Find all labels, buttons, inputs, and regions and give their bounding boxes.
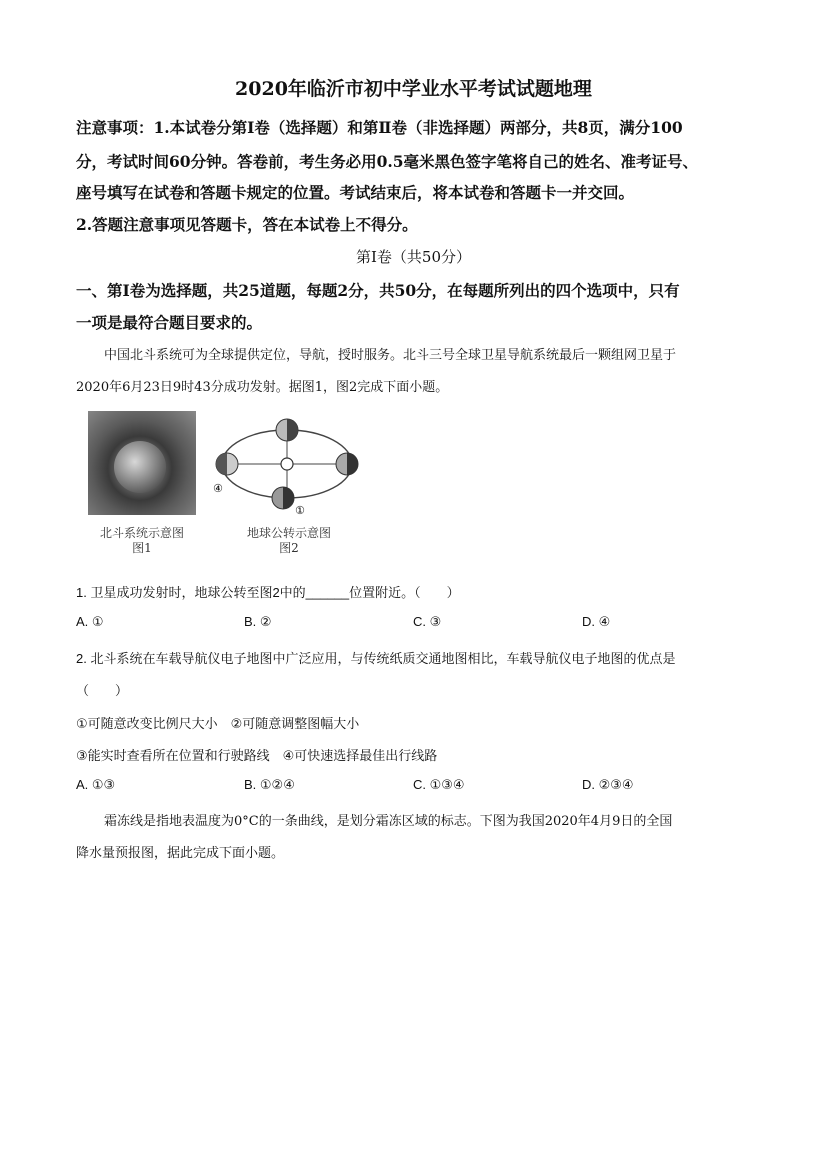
part1-line-2: 一项是最符合题目要求的。 <box>76 313 263 332</box>
earth-bottom-icon <box>272 487 294 509</box>
q1-option-a[interactable]: A. ① <box>76 614 104 629</box>
section-title: 第Ⅰ卷（共50分） <box>355 248 471 266</box>
q1-option-b[interactable]: B. ② <box>244 614 272 629</box>
q2-stem: 2. 北斗系统在车载导航仪电子地图中广泛应用，与传统纸质交通地图相比，车载导航仪电子地图的优点是 <box>76 651 676 666</box>
fig2-label: 图2 <box>279 541 299 555</box>
fig2-caption: 地球公转示意图 <box>246 526 331 540</box>
q2-option-a[interactable]: A. ①③ <box>76 777 116 792</box>
q2-statements-1: ①可随意改变比例尺大小 ②可随意调整图幅大小 <box>76 716 360 731</box>
fig1-caption: 北斗系统示意图 <box>99 526 184 540</box>
passage1-line-1: 中国北斗系统可为全球提供定位，导航，授时服务。北斗三号全球卫星导航系统最后一颗组网卫星于 <box>104 348 677 363</box>
notice-line-3: 座号填写在试卷和答题卡规定的位置。考试结束后，将本试卷和答题卡一并交回。 <box>76 183 635 202</box>
sun-icon <box>281 458 293 470</box>
earth-left-icon <box>216 453 238 475</box>
notice-line-1: 注意事项：1.本试卷分第Ⅰ卷（选择题）和第Ⅱ卷（非选择题）两部分，共8页，满分100 <box>76 118 683 137</box>
q2-option-d[interactable]: D. ②③④ <box>582 777 634 792</box>
page-title: 2020年临沂市初中学业水平考试试题地理 <box>235 78 592 100</box>
passage2-line-1: 霜冻线是指地表温度为0°C的一条曲线，是划分霜冻区域的标志。下图为我国2020年4月9日的全国 <box>104 814 673 829</box>
earth-top-icon <box>276 419 298 441</box>
passage1-line-2: 2020年6月23日9时43分成功发射。据图1，图2完成下面小题。 <box>76 380 449 395</box>
marker-4: ④ <box>213 482 223 495</box>
q1-option-d[interactable]: D. ④ <box>582 614 611 629</box>
q2-option-c[interactable]: C. ①③④ <box>413 777 465 792</box>
q2-option-b[interactable]: B. ①②④ <box>244 777 295 792</box>
q2-paren: （ ） <box>76 683 129 698</box>
earth-revolution-diagram <box>207 412 372 520</box>
q2-statements-2: ③能实时查看所在位置和行驶路线 ④可快速选择最佳出行线路 <box>76 748 438 763</box>
marker-1: ① <box>295 504 305 517</box>
q1-stem: 1. 卫星成功发射时，地球公转至图2中的______位置附近。（ ） <box>76 585 460 600</box>
fig1-label: 图1 <box>132 541 152 555</box>
passage2-line-2: 降水量预报图，据此完成下面小题。 <box>76 846 285 861</box>
q1-option-c[interactable]: C. ③ <box>413 614 442 629</box>
beidou-system-image <box>88 411 196 515</box>
part1-line-1: 一、第Ⅰ卷为选择题，共25道题，每题2分，共50分，在每题所列出的四个选项中，只有 <box>76 281 680 300</box>
earth-right-icon <box>336 453 358 475</box>
notice-line-4: 2.答题注意事项见答题卡，答在本试卷上不得分。 <box>76 215 418 234</box>
notice-line-2: 分，考试时间60分钟。答卷前，考生务必用0.5毫米黑色签字笔将自己的姓名、准考证号、 <box>76 152 699 171</box>
